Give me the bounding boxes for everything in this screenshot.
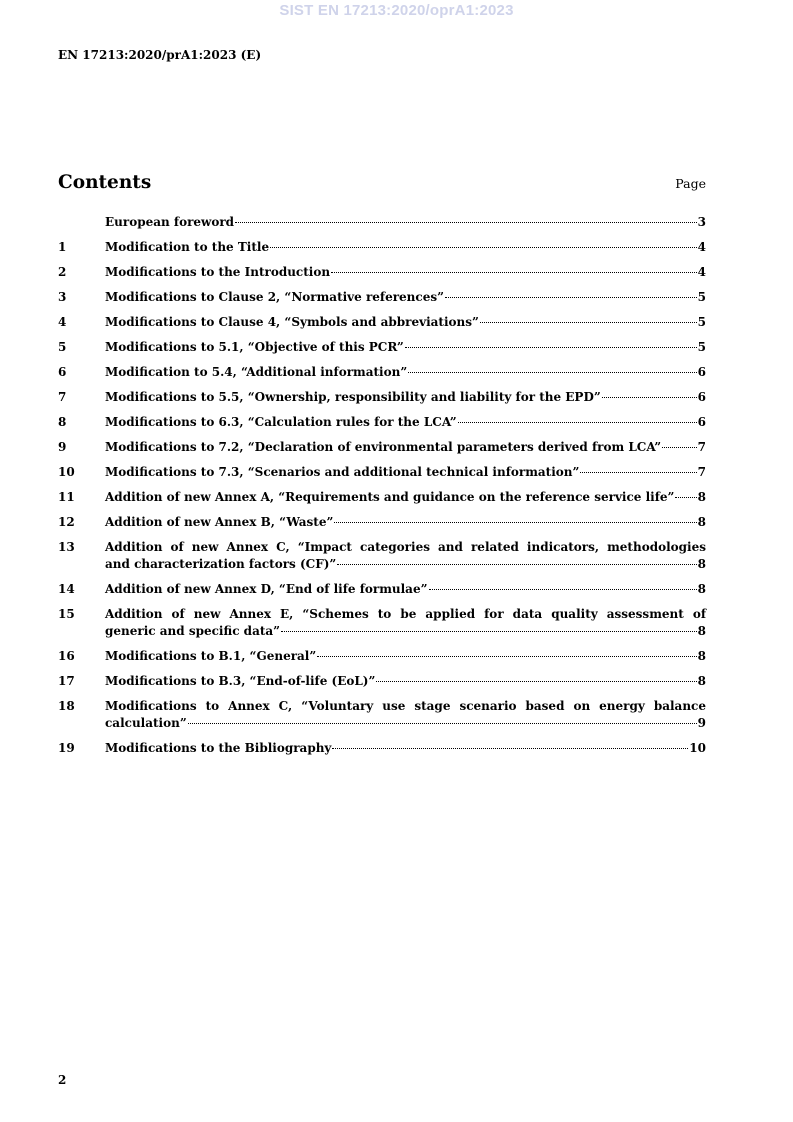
toc-entry-title: Modifications to Clause 2, “Normative references” [105,290,445,304]
toc-entry-page: 5 [697,315,706,329]
toc-entry-leader-line [105,648,706,665]
toc-entry-title-line: Modifications to Annex C, “Voluntary use stage scenario based on energy balance [105,699,706,713]
running-header: EN 17213:2020/prA1:2023 (E) [58,48,262,62]
toc-entry[interactable] [58,606,706,648]
toc-entry-number: 5 [58,340,67,354]
dot-leader [580,472,696,473]
toc-entry-number: 18 [58,699,75,713]
toc-entry-leader-line [105,715,706,732]
toc-entry-page: 8 [697,557,706,571]
toc-entry-body [105,539,706,581]
toc-entry-body [105,464,706,489]
toc-entry-title: Modifications to B.3, “End-of-life (EoL)” [105,674,376,688]
toc-entry-title: Modifications to 5.1, “Objective of this PCR” [105,340,404,354]
dot-leader [408,372,696,373]
toc-entry-page: 9 [697,716,706,730]
toc-entry-body [105,439,706,464]
toc-entry[interactable] [58,314,706,339]
dot-leader [188,723,697,724]
dot-leader [376,681,696,682]
toc-entry[interactable] [58,464,706,489]
toc-entry-number: 2 [58,265,67,279]
toc-entry-number: 14 [58,582,75,596]
toc-entry-body [105,489,706,514]
toc-entry-title: Addition of new Annex A, “Requirements and guidance on the reference service life” [105,490,675,504]
toc-entry-leader-line [105,581,706,598]
toc-entry-number: 16 [58,649,75,663]
toc-entry[interactable] [58,389,706,414]
toc-entry-body [105,289,706,314]
toc-entry-page: 6 [697,365,706,379]
toc-entry-number [58,214,105,239]
toc-entry-body [105,339,706,364]
dot-leader [602,397,697,398]
toc-entry-body [105,264,706,289]
dot-leader [429,589,697,590]
toc-entry-number: 10 [58,465,75,479]
toc-entry-number: 9 [58,440,67,454]
dot-leader [405,347,697,348]
toc-entry[interactable] [58,214,706,239]
dot-leader [281,631,697,632]
toc-entry-body [105,314,706,339]
toc-entry-number: 3 [58,290,67,304]
toc-entry-leader-line [105,389,706,406]
dot-leader [458,422,697,423]
toc-entry-title: Modifications to 7.2, “Declaration of environmental parameters derived from LCA” [105,440,662,454]
toc-title: Contents [58,172,152,193]
toc-entry[interactable] [58,648,706,673]
toc-entry-leader-line [105,314,706,331]
toc-entry-page: 8 [697,624,706,638]
toc-entry-number: 1 [58,240,67,254]
toc-entry-page: 10 [689,741,706,755]
toc-entry[interactable] [58,698,706,740]
toc-entry-leader-line [105,339,706,356]
toc-entry-number: 15 [58,607,75,621]
dot-leader [235,222,697,223]
toc-entry-body [105,648,706,673]
dot-leader [337,564,696,565]
toc-entry-title: Addition of new Annex D, “End of life formulae” [105,582,428,596]
toc-entry-body [105,740,706,765]
toc-entry[interactable] [58,740,706,765]
toc-entry-number: 17 [58,674,75,688]
toc-entry-page: 5 [697,340,706,354]
toc-entry-leader-line [105,239,706,256]
toc-entry-leader-line [105,464,706,481]
dot-leader [331,272,697,273]
toc-entry[interactable] [58,239,706,264]
toc-entry[interactable] [58,439,706,464]
toc-entry-number: 12 [58,515,75,529]
toc-entry-number: 7 [58,390,67,404]
toc-entry-title: Addition of new Annex B, “Waste” [105,515,334,529]
toc-entry-page: 8 [697,674,706,688]
toc-entry-title: Modifications to the Introduction [105,265,331,279]
dot-leader [332,748,688,749]
toc-entry-page: 6 [697,390,706,404]
dot-leader [270,247,697,248]
toc-entry-leader-line [105,214,706,231]
toc-entry-title: Modifications to 7.3, “Scenarios and additional technical information” [105,465,580,479]
toc-entry-leader-line [105,264,706,281]
toc-entry-number: 11 [58,490,75,504]
toc-entry[interactable] [58,489,706,514]
dot-leader [334,522,696,523]
toc-entry-title-line: Addition of new Annex C, “Impact categories and related indicators, methodologies [105,540,706,554]
toc-entry-page: 7 [697,440,706,454]
toc-entry-leader-line [105,623,706,640]
toc-entry-number: 6 [58,365,67,379]
dot-leader [480,322,697,323]
toc-entry-title: Modifications to Clause 4, “Symbols and abbreviations” [105,315,479,329]
toc-entry[interactable] [58,339,706,364]
toc-entry-page: 7 [697,465,706,479]
watermark: SIST EN 17213:2020/oprA1:2023 [279,2,514,19]
toc-entry-body [105,389,706,414]
toc-entry-body [105,414,706,439]
toc-entry-leader-line [105,364,706,381]
toc-entry-page: 6 [697,415,706,429]
toc-entry-number: 4 [58,315,67,329]
toc-entry-number: 19 [58,741,75,755]
toc-entry-leader-line [105,439,706,456]
toc-entry-leader-line [105,673,706,690]
toc-entry[interactable] [58,289,706,314]
dot-leader [317,656,696,657]
dot-leader [445,297,697,298]
toc-entry-body [105,606,706,648]
dot-leader [662,447,697,448]
toc-entry-leader-line [105,556,706,573]
toc-entry-body [105,698,706,740]
toc-entry-page: 3 [697,215,706,229]
toc-entry-page: 8 [697,582,706,596]
toc-entry-title: Modifications to 6.3, “Calculation rules for the LCA” [105,415,457,429]
toc-entry[interactable] [58,539,706,581]
toc-entry-number: 8 [58,415,67,429]
toc-entry-body [105,214,706,239]
toc-entry-body [105,239,706,264]
toc-entry[interactable] [58,581,706,606]
toc-entry[interactable] [58,673,706,698]
toc-entry-body [105,514,706,539]
toc-entry-title: calculation” [105,716,187,730]
toc-entry-page: 8 [697,490,706,504]
toc-entry-leader-line [105,289,706,306]
toc-entry-title: Modifications to the Bibliography [105,741,332,755]
toc-entry[interactable] [58,364,706,389]
toc-entry-leader-line [105,740,706,757]
table-of-contents [58,214,706,765]
toc-entry[interactable] [58,414,706,439]
toc-entry-page: 8 [697,649,706,663]
toc-entry-title: Modification to 5.4, “Additional information” [105,365,408,379]
toc-entry-page: 5 [697,290,706,304]
toc-entry-title: Modifications to B.1, “General” [105,649,317,663]
toc-entry-leader-line [105,489,706,506]
toc-entry[interactable] [58,514,706,539]
toc-entry-leader-line [105,514,706,531]
toc-entry-body [105,673,706,698]
toc-entry-leader-line [105,414,706,431]
toc-entry-page: 4 [697,265,706,279]
toc-heading [58,172,706,193]
dot-leader [675,497,696,498]
toc-entry-body [105,581,706,606]
page-number: 2 [58,1073,67,1087]
toc-entry-title: Modifications to 5.5, “Ownership, responsibility and liability for the EPD” [105,390,601,404]
toc-entry-title: and characterization factors (CF)” [105,557,337,571]
toc-entry-title: generic and specific data” [105,624,281,638]
toc-page-label: Page [675,176,706,191]
toc-entry-body [105,364,706,389]
toc-entry-title-line: Addition of new Annex E, “Schemes to be applied for data quality assessment of [105,607,706,621]
toc-entry-title: Modification to the Title [105,240,270,254]
toc-entry-page: 4 [697,240,706,254]
toc-entry[interactable] [58,264,706,289]
toc-entry-page: 8 [697,515,706,529]
toc-entry-title: European foreword [105,215,235,229]
toc-entry-number: 13 [58,540,75,554]
